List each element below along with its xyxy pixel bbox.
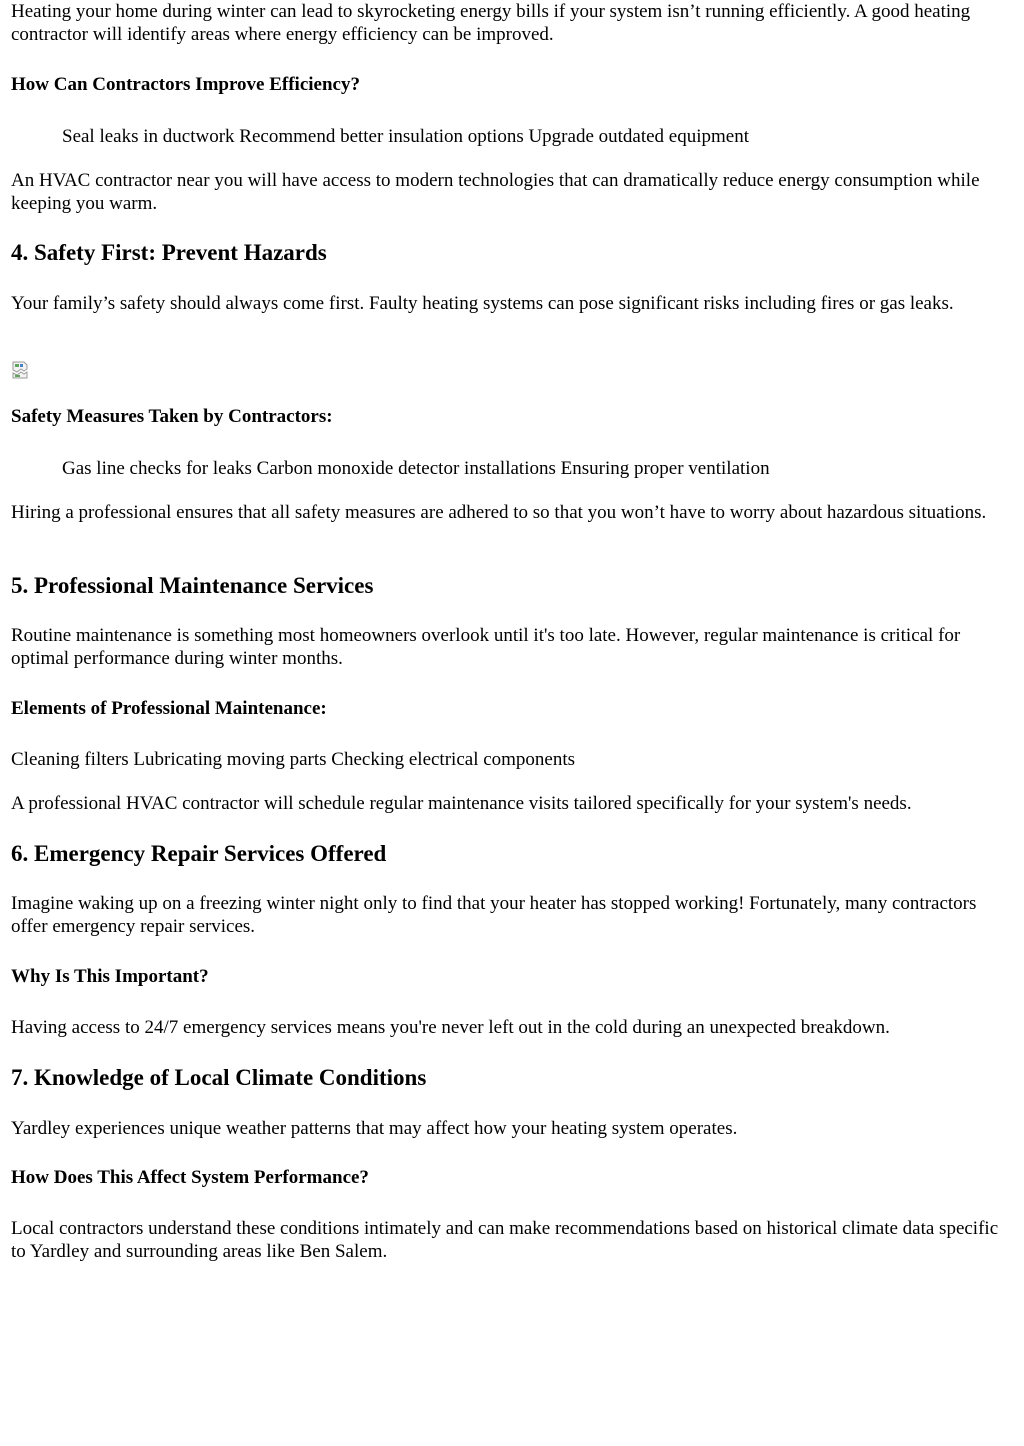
section-subheading-climate: How Does This Affect System Performance?: [11, 1167, 369, 1188]
section-subheading-maintenance: Elements of Professional Maintenance:: [11, 698, 327, 719]
efficiency-list: Seal leaks in ductwork Recommend better insulation options Upgrade outdated equipment: [62, 126, 750, 147]
section-heading-climate: 7. Knowledge of Local Climate Conditions: [11, 1065, 427, 1090]
section-text-safety: Your family’s safety should always come first. Faulty heating systems can pose significant risks including fires or gas leaks.: [11, 293, 954, 314]
efficiency-subheading: How Can Contractors Improve Efficiency?: [11, 74, 360, 95]
section-text-maintenance: Routine maintenance is something most homeowners overlook until it's too late. However, regular maintenance is critical for optimal performance during winter months.: [11, 625, 961, 669]
efficiency-note: An HVAC contractor near you will have access to modern technologies that can dramatically reduce energy consumption while keeping you warm.: [11, 170, 980, 214]
section-list-maintenance: Cleaning filters Lubricating moving parts Checking electrical components: [11, 749, 576, 770]
broken-image-icon: [11, 360, 31, 380]
section-note-climate: Local contractors understand these conditions intimately and can make recommendations based on historical climate data specific to Yardley and surrounding areas like Ben Salem.: [11, 1218, 999, 1262]
section-text-climate: Yardley experiences unique weather patterns that may affect how your heating system operates.: [11, 1118, 738, 1139]
section-subheading-emergency: Why Is This Important?: [11, 966, 209, 987]
section-subheading-safety: Safety Measures Taken by Contractors:: [11, 406, 333, 427]
section-heading-safety: 4. Safety First: Prevent Hazards: [11, 240, 327, 265]
section-note-emergency: Having access to 24/7 emergency services means you're never left out in the cold during an unexpected breakdown.: [11, 1017, 890, 1038]
section-heading-emergency: 6. Emergency Repair Services Offered: [11, 841, 387, 866]
section-list-safety: Gas line checks for leaks Carbon monoxide detector installations Ensuring proper ventilation: [62, 458, 770, 479]
section-note-maintenance: A professional HVAC contractor will schedule regular maintenance visits tailored specifically for your system's needs.: [11, 793, 912, 814]
section-text-emergency: Imagine waking up on a freezing winter night only to find that your heater has stopped working! Fortunately, many contractors offer emergency repair services.: [11, 893, 977, 937]
section-note-safety: Hiring a professional ensures that all safety measures are adhered to so that you won’t have to worry about hazardous situations.: [11, 502, 987, 523]
section-heading-maintenance: 5. Professional Maintenance Services: [11, 573, 374, 598]
intro-paragraph: Heating your home during winter can lead to skyrocketing energy bills if your system isn’t running efficiently. A good heating contractor will identify areas where energy efficiency can be improved.: [11, 1, 971, 45]
